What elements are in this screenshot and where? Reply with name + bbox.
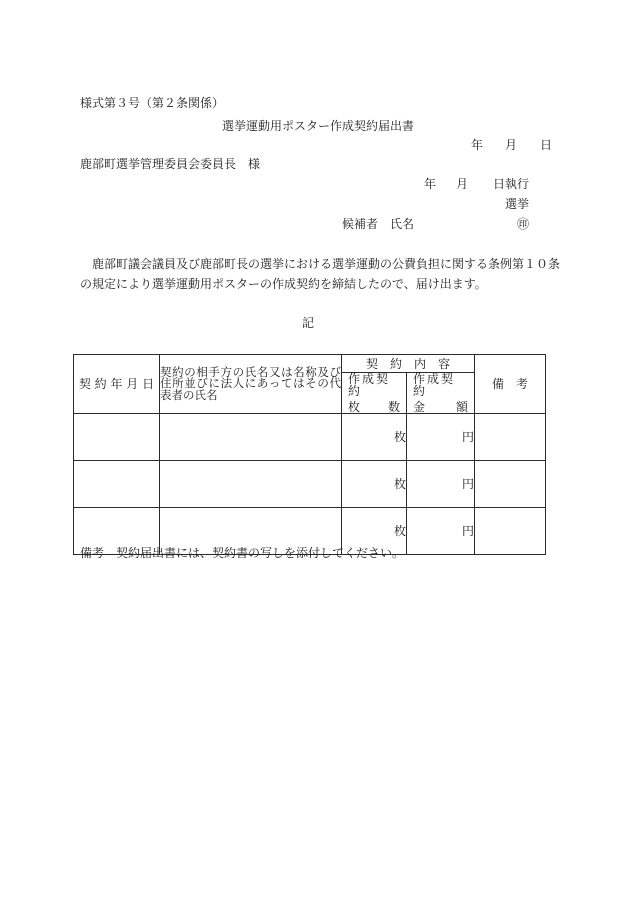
header-count-top	[348, 373, 400, 397]
date-day: 日	[540, 138, 553, 152]
header-contract-party	[160, 355, 342, 414]
header-amount	[407, 373, 475, 414]
seal-mark: ㊞	[517, 217, 530, 231]
body-line-1: 鹿部町議会議員及び鹿部町長の選挙における選挙運動の公費負担に関する条例第１０条	[92, 257, 561, 271]
header-contract-content	[342, 355, 475, 373]
exec-day: 日執行	[493, 177, 530, 191]
cell-count	[342, 414, 407, 461]
count-unit: 枚	[393, 477, 406, 491]
contract-table	[73, 354, 546, 555]
header-amount-top-label: 作成契約	[413, 372, 456, 398]
cell-amount	[407, 508, 475, 555]
header-amount-bottom-left: 金	[413, 400, 426, 414]
cell-contract-party	[160, 414, 342, 461]
exec-month: 月	[456, 177, 469, 191]
form-title-text: 選挙運動用ポスター作成契約届出書	[221, 119, 414, 133]
header-count-bottom	[348, 401, 400, 413]
cell-remarks	[475, 508, 546, 555]
cell-remarks	[475, 414, 546, 461]
amount-unit: 円	[462, 524, 475, 538]
header-contract-date-label: 契 約 年 月 日	[78, 377, 155, 391]
amount-unit: 円	[462, 430, 475, 444]
election-label: 選挙	[505, 197, 530, 211]
candidate-label: 候補者 氏名	[342, 217, 415, 231]
header-count-top-label: 作成契約	[348, 372, 391, 398]
count-unit: 枚	[393, 524, 406, 538]
form-title	[0, 120, 630, 132]
header-remarks	[475, 355, 546, 414]
table-row	[74, 414, 546, 461]
header-remarks-label: 備 考	[492, 377, 529, 391]
body-line-2: の規定により選挙運動用ポスターの作成契約を締結したので、届け出ます。	[80, 277, 487, 291]
cell-contract-date	[74, 414, 160, 461]
header-contract-content-label: 契 約 内 容	[366, 356, 451, 371]
date-month: 月	[505, 138, 518, 152]
header-contract-party-label: 契約の相手方の氏名又は名称及び住所並びに法人にあってはその代表者の氏名	[160, 364, 341, 402]
addressee: 鹿部町選挙管理委員会委員長 様	[80, 157, 261, 171]
header-amount-top	[413, 373, 468, 397]
form-number: 様式第３号（第２条関係）	[80, 96, 225, 110]
ki-mark: 記	[302, 316, 315, 330]
header-count-bottom-right: 数	[387, 400, 400, 414]
header-count	[342, 373, 407, 414]
cell-amount	[407, 461, 475, 508]
cell-amount	[407, 414, 475, 461]
exec-year: 年	[424, 177, 437, 191]
count-unit: 枚	[393, 430, 406, 444]
body-text	[80, 258, 560, 270]
cell-contract-party	[160, 461, 342, 508]
header-count-bottom-left: 枚	[348, 400, 361, 414]
amount-unit: 円	[462, 477, 475, 491]
cell-contract-date	[74, 461, 160, 508]
header-amount-bottom-right: 額	[456, 400, 469, 414]
cell-remarks	[475, 461, 546, 508]
cell-count	[342, 461, 407, 508]
header-contract-date	[74, 355, 160, 414]
table-header-row-1	[74, 355, 546, 373]
note-text: 備考 契約届出書には、契約書の写しを添付してください。	[80, 546, 405, 560]
date-year: 年	[471, 138, 484, 152]
header-amount-bottom	[413, 401, 468, 413]
table-row	[74, 461, 546, 508]
